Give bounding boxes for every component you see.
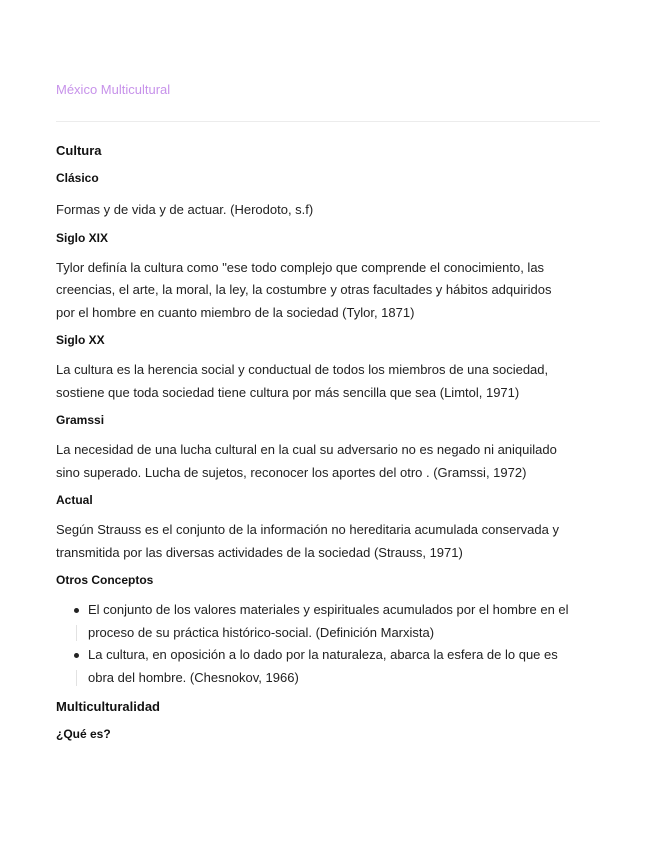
document-body xyxy=(56,142,600,743)
heading-cultura: Cultura xyxy=(56,143,102,158)
list-item xyxy=(56,644,600,689)
paragraph-line: transmitida por las diversas actividades de la sociedad (Strauss, 1971) xyxy=(56,544,463,560)
paragraph-line: sino superado. Lucha de sujetos, reconocer los aportes del otro . (Gramssi, 1972) xyxy=(56,464,527,480)
document-title: México Multicultural xyxy=(56,82,171,97)
heading-siglo-xx: Siglo XX xyxy=(56,333,105,347)
heading-gramssi: Gramssi xyxy=(56,413,105,427)
list-item-line: El conjunto de los valores materiales y espirituales acumulados por el hombre en el xyxy=(88,602,569,617)
bullet-icon xyxy=(74,653,79,658)
heading-multiculturalidad: Multiculturalidad xyxy=(56,699,160,714)
paragraph-siglo-xix xyxy=(56,257,600,325)
heading-clasico: Clásico xyxy=(56,171,99,185)
paragraph-clasico: Formas y de vida y de actuar. (Herodoto, s.f) xyxy=(56,202,314,217)
list-item-line: obra del hombre. (Chesnokov, 1966) xyxy=(88,669,299,685)
list-item-line: La cultura, en oposición a lo dado por la naturaleza, abarca la esfera de lo que es xyxy=(88,647,558,662)
bullet-icon xyxy=(74,608,79,613)
heading-que-es: ¿Qué es? xyxy=(56,727,111,741)
heading-otros-conceptos: Otros Conceptos xyxy=(56,573,154,587)
paragraph-line: La cultura es la herencia social y conductual de todos los miembros de una sociedad, xyxy=(56,362,549,377)
list-indent-rail xyxy=(76,670,77,686)
paragraph-gramssi xyxy=(56,439,600,484)
list-item xyxy=(56,599,600,644)
paragraph-line: creencias, el arte, la moral, la ley, la costumbre y otras facultades y hábitos adquiridos xyxy=(56,282,552,297)
paragraph-line: La necesidad de una lucha cultural en la cual su adversario no es negado ni aniquilado xyxy=(56,442,557,457)
list-item-line: proceso de su práctica histórico-social. (Definición Marxista) xyxy=(88,624,435,640)
paragraph-line: sostiene que toda sociedad tiene cultura por más sencilla que sea (Limtol, 1971) xyxy=(56,384,520,400)
paragraph-line: Tylor definía la cultura como "ese todo complejo que comprende el conocimiento, las xyxy=(56,259,545,275)
heading-actual: Actual xyxy=(56,493,93,507)
otros-conceptos-list xyxy=(56,599,600,689)
list-indent-rail xyxy=(76,625,77,641)
paragraph-line: Según Strauss es el conjunto de la información no hereditaria acumulada conservada y xyxy=(56,522,559,537)
paragraph-actual xyxy=(56,519,600,564)
paragraph-line: por el hombre en cuanto miembro de la sociedad (Tylor, 1871) xyxy=(56,304,415,320)
title-divider xyxy=(56,121,600,122)
paragraph-siglo-xx xyxy=(56,359,600,404)
heading-siglo-xix: Siglo XIX xyxy=(56,230,109,245)
